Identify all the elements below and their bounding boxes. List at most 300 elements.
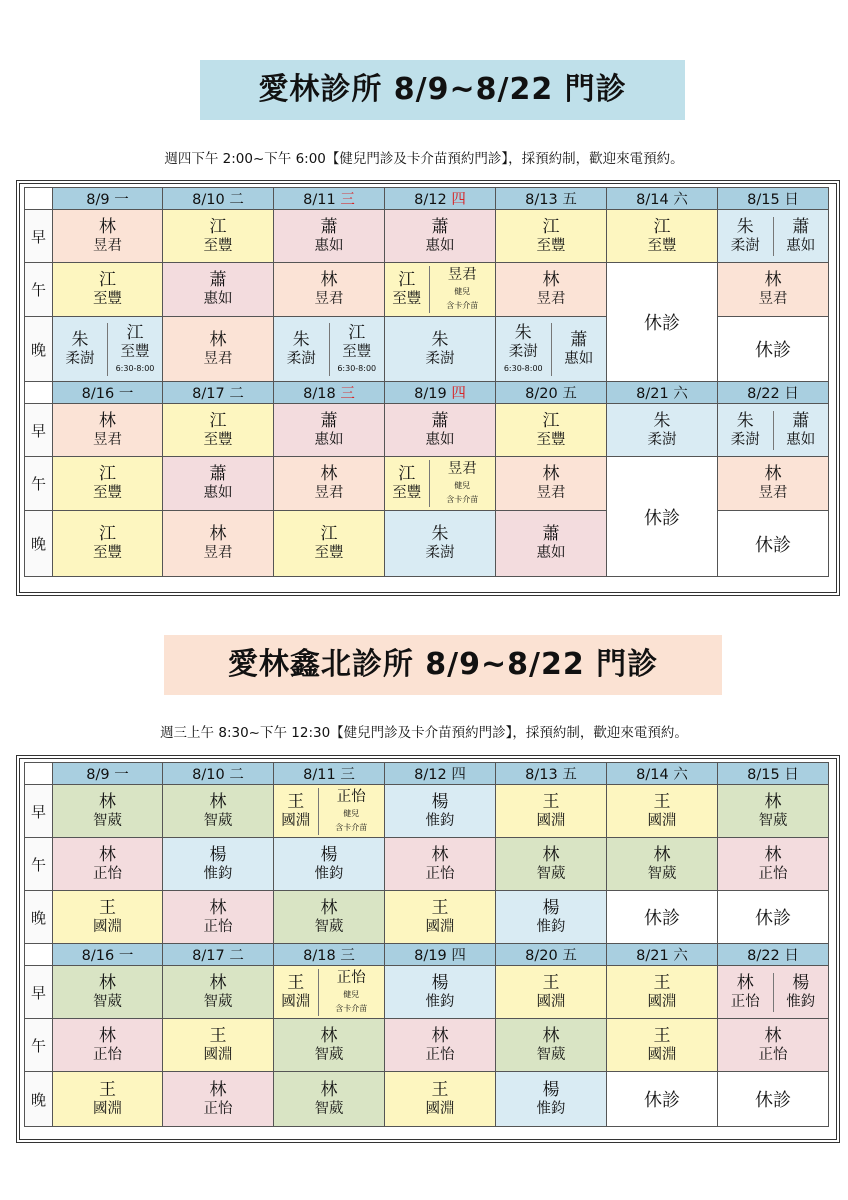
doctor-surname: 江 <box>209 410 227 431</box>
doctor-name: 正怡 <box>730 993 760 1010</box>
period-row <box>25 263 829 317</box>
schedule-cell <box>607 785 718 838</box>
schedule-cell <box>53 891 163 944</box>
date-header: 8/16 一 <box>53 382 163 404</box>
doctor-surname: 王 <box>542 972 560 993</box>
bcg-label: 含卡介苗 <box>446 495 479 504</box>
doctor-surname: 蕭 <box>542 524 560 544</box>
schedule-cell <box>163 966 274 1019</box>
doctor-name: 昱君 <box>203 545 233 561</box>
baby-clinic-label: 健兒 <box>343 989 360 999</box>
schedule-cell <box>53 966 163 1019</box>
schedule-cell <box>163 838 274 891</box>
doctor-name: 柔澍 <box>425 350 455 367</box>
schedule-cell <box>607 966 718 1019</box>
doctor-name: 至豐 <box>314 545 344 561</box>
doctor-surname: 林 <box>764 1025 782 1046</box>
doctor-name: 柔澍 <box>286 350 316 367</box>
doctor-name: 惠如 <box>203 291 233 307</box>
schedule-cell <box>163 317 274 382</box>
doctor-name: 正怡 <box>93 1046 122 1063</box>
doctor-surname: 王 <box>653 791 671 812</box>
closed-label: 休診 <box>755 908 791 929</box>
doctor-surname: 楊 <box>542 897 560 918</box>
bcg-label: 含卡介苗 <box>335 1003 368 1013</box>
doctor-name: 正怡 <box>93 865 122 882</box>
date-header: 8/21 六 <box>607 382 718 404</box>
doctor-name: 惠如 <box>203 485 233 501</box>
schedule-cell <box>274 1072 385 1127</box>
schedule-cell <box>718 457 829 511</box>
doctor-surname: 楊 <box>320 844 338 865</box>
schedule-cell <box>53 1072 163 1127</box>
schedule-cell <box>274 785 385 838</box>
schedule-cell <box>607 404 718 457</box>
doctor-surname: 王 <box>287 791 305 812</box>
schedule-cell <box>496 457 607 511</box>
date-header: 8/13 五 <box>496 188 607 210</box>
doctor-surname: 楊 <box>431 972 449 993</box>
date-header: 8/10 二 <box>163 188 274 210</box>
doctor-name: 惠如 <box>564 350 594 367</box>
doctor-name: 至豐 <box>203 431 233 448</box>
date-header: 8/12 四 <box>385 763 496 785</box>
period-row <box>25 1019 829 1072</box>
baby-clinic-label: 健兒 <box>454 287 471 296</box>
schedule-cell <box>163 511 274 577</box>
doctor-name: 惠如 <box>786 431 816 448</box>
doctor-name: 正怡 <box>425 1046 455 1063</box>
clinic2-title: 愛林鑫北診所 8/9~8/22 門診 <box>164 635 722 695</box>
schedule-cell <box>607 263 718 382</box>
doctor-name: 惠如 <box>314 237 344 254</box>
doctor-surname: 林 <box>99 972 116 993</box>
doctor-name: 昱君 <box>536 485 566 501</box>
schedule-cell <box>274 210 385 263</box>
period-row <box>25 404 829 457</box>
schedule-cell <box>718 404 829 457</box>
doctor-name: 智葳 <box>536 865 566 882</box>
doctor-name: 國淵 <box>281 812 311 829</box>
doctor-name: 昱君 <box>314 291 344 307</box>
doctor-name: 惠如 <box>425 431 455 448</box>
doctor-surname: 林 <box>764 844 782 865</box>
doctor-surname: 林 <box>209 329 227 350</box>
doctor-name: 國淵 <box>93 1100 122 1117</box>
clinic1-note: 週四下午 2:00~下午 6:00【健兒門診及卡介苗預約門診】，採預約制，歡迎來電預約。 <box>164 151 684 167</box>
date-header: 8/21 六 <box>607 944 718 966</box>
doctor-surname: 蕭 <box>209 270 227 290</box>
doctor-name: 國淵 <box>536 812 566 829</box>
doctor-name: 智葳 <box>758 812 788 829</box>
schedule-cell <box>274 511 385 577</box>
doctor-surname: 蕭 <box>320 216 338 237</box>
doctor-name: 國淵 <box>647 993 677 1010</box>
doctor-name: 柔澍 <box>65 350 95 367</box>
doctor-surname: 蕭 <box>431 410 449 431</box>
doctor-surname: 林 <box>764 791 782 812</box>
doctor-surname: 林 <box>209 972 227 993</box>
doctor-name: 國淵 <box>425 1100 455 1117</box>
doctor-surname: 王 <box>653 1025 671 1046</box>
schedule-cell <box>163 457 274 511</box>
schedule-cell <box>718 263 829 317</box>
schedule-cell <box>718 891 829 944</box>
doctor-name: 智葳 <box>647 865 677 882</box>
date-header: 8/20 五 <box>496 382 607 404</box>
doctor-surname: 朱 <box>71 329 89 350</box>
period-row <box>25 457 829 511</box>
doctor-name: 智葳 <box>93 812 122 829</box>
doctor-surname: 蕭 <box>431 216 449 237</box>
schedule-table <box>24 187 829 577</box>
date-header: 8/18 三 <box>274 944 385 966</box>
doctor-surname: 林 <box>320 270 338 290</box>
doctor-surname: 王 <box>542 791 560 812</box>
doctor-name: 昱君 <box>93 431 122 448</box>
period-row <box>25 1072 829 1127</box>
doctor-surname: 江 <box>99 524 116 544</box>
week-header-row <box>25 944 829 966</box>
doctor-surname: 江 <box>398 464 416 484</box>
closed-label: 休診 <box>755 1090 791 1111</box>
week-header-row <box>25 382 829 404</box>
bcg-label: 含卡介苗 <box>335 822 368 832</box>
schedule-cell <box>163 210 274 263</box>
period-row <box>25 785 829 838</box>
doctor-name: 正怡 <box>425 865 455 882</box>
schedule-cell <box>385 966 496 1019</box>
schedule-cell <box>53 404 163 457</box>
schedule-cell: 朱 柔澍 江 至豐 6:30-8:00 <box>274 317 385 382</box>
schedule-cell <box>163 891 274 944</box>
doctor-name: 柔澍 <box>647 431 677 448</box>
schedule-table <box>24 762 829 1127</box>
period-label: 午 <box>25 263 53 317</box>
doctor-surname: 蕭 <box>320 410 338 431</box>
period-label: 晚 <box>25 891 53 944</box>
schedule-cell <box>496 838 607 891</box>
period-row <box>25 891 829 944</box>
doctor-surname: 林 <box>653 844 671 865</box>
doctor-name: 國淵 <box>536 993 566 1010</box>
date-header: 8/17 二 <box>163 382 274 404</box>
doctor-name: 至豐 <box>647 237 677 254</box>
schedule-cell <box>718 966 829 1019</box>
date-header: 8/19 四 <box>385 382 496 404</box>
schedule-cell <box>274 1019 385 1072</box>
evening-time: 6:30-8:00 <box>337 363 377 373</box>
schedule-cell <box>53 785 163 838</box>
clinic1-title: 愛林診所 8/9~8/22 門診 <box>200 60 685 120</box>
doctor-name: 柔澍 <box>730 237 760 254</box>
week-header-row <box>25 188 829 210</box>
period-label: 早 <box>25 785 53 838</box>
schedule-cell <box>53 511 163 577</box>
doctor-surname: 楊 <box>792 972 810 993</box>
doctor-name: 國淵 <box>647 812 677 829</box>
doctor-surname: 王 <box>431 1079 449 1100</box>
doctor-name: 惠如 <box>314 431 344 448</box>
evening-time: 6:30-8:00 <box>115 363 155 373</box>
period-label: 午 <box>25 838 53 891</box>
doctor-name: 至豐 <box>536 237 566 254</box>
doctor-name: 昱君 <box>203 350 233 367</box>
doctor-name: 惠如 <box>786 237 816 254</box>
doctor-surname: 江 <box>99 270 116 290</box>
baby-clinic-label: 健兒 <box>454 481 471 490</box>
date-header: 8/18 三 <box>274 382 385 404</box>
clinic1-schedule <box>16 180 840 596</box>
doctor-name: 惟鈞 <box>786 993 816 1010</box>
baby-clinic-label: 健兒 <box>343 808 360 818</box>
schedule-cell <box>385 785 496 838</box>
doctor-name: 惟鈞 <box>314 865 344 882</box>
doctor-name: 智葳 <box>203 812 233 829</box>
schedule-cell <box>274 966 385 1019</box>
schedule-cell <box>496 1072 607 1127</box>
schedule-cell <box>607 210 718 263</box>
schedule-cell <box>53 838 163 891</box>
date-header: 8/16 一 <box>53 944 163 966</box>
doctor-name: 昱君 <box>93 237 122 254</box>
baby-clinic-doctor: 昱君 <box>447 267 477 283</box>
date-header: 8/15 日 <box>718 763 829 785</box>
schedule-cell <box>607 1019 718 1072</box>
doctor-name: 至豐 <box>93 545 122 561</box>
doctor-surname: 朱 <box>431 329 449 350</box>
doctor-surname: 林 <box>209 897 227 918</box>
doctor-surname: 林 <box>209 524 227 544</box>
doctor-name: 惟鈞 <box>536 1100 566 1117</box>
schedule-cell <box>274 457 385 511</box>
date-header: 8/13 五 <box>496 763 607 785</box>
doctor-name: 智葳 <box>536 1046 566 1063</box>
doctor-surname: 江 <box>99 464 116 484</box>
bcg-label: 含卡介苗 <box>446 301 479 310</box>
date-header: 8/15 日 <box>718 188 829 210</box>
doctor-surname: 林 <box>320 1025 338 1046</box>
doctor-surname: 林 <box>736 972 754 993</box>
schedule-cell <box>274 891 385 944</box>
doctor-name: 正怡 <box>203 918 233 935</box>
doctor-surname: 林 <box>320 464 338 484</box>
doctor-surname: 江 <box>209 216 227 237</box>
doctor-surname: 林 <box>99 216 116 237</box>
doctor-surname: 王 <box>653 972 671 993</box>
doctor-surname: 朱 <box>653 410 671 431</box>
doctor-name: 昱君 <box>536 291 566 307</box>
schedule-cell <box>385 404 496 457</box>
closed-label: 休診 <box>644 507 680 529</box>
doctor-name: 正怡 <box>758 865 788 882</box>
doctor-name: 國淵 <box>281 993 311 1010</box>
doctor-surname: 林 <box>542 844 560 865</box>
clinic2-note: 週三上午 8:30~下午 12:30【健兒門診及卡介苗預約門診】，採預約制，歡迎來電預約。 <box>160 725 688 741</box>
schedule-cell <box>718 210 829 263</box>
doctor-surname: 林 <box>542 1025 560 1046</box>
schedule-cell <box>385 317 496 382</box>
date-header: 8/9 一 <box>53 188 163 210</box>
schedule-cell <box>607 891 718 944</box>
doctor-surname: 林 <box>99 410 116 431</box>
doctor-name: 正怡 <box>203 1100 233 1117</box>
doctor-surname: 林 <box>209 1079 227 1100</box>
doctor-name: 智葳 <box>203 993 233 1010</box>
week-header-row <box>25 763 829 785</box>
doctor-surname: 江 <box>398 270 416 290</box>
clinic2-schedule <box>16 755 840 1143</box>
doctor-name: 惠如 <box>536 545 566 561</box>
doctor-name: 國淵 <box>425 918 455 935</box>
doctor-surname: 朱 <box>292 329 310 350</box>
period-label: 早 <box>25 210 53 263</box>
date-header: 8/19 四 <box>385 944 496 966</box>
doctor-surname: 林 <box>99 791 116 812</box>
closed-label: 休診 <box>755 340 791 361</box>
schedule-cell <box>385 838 496 891</box>
doctor-surname: 蕭 <box>792 216 810 237</box>
doctor-surname: 林 <box>99 844 116 865</box>
date-header: 8/17 二 <box>163 944 274 966</box>
schedule-cell <box>274 404 385 457</box>
schedule-cell <box>718 1072 829 1127</box>
doctor-surname: 楊 <box>431 791 449 812</box>
doctor-surname: 蕭 <box>209 464 227 484</box>
schedule-cell <box>496 404 607 457</box>
period-label: 晚 <box>25 1072 53 1127</box>
baby-clinic-doctor: 正怡 <box>336 788 366 805</box>
period-label: 早 <box>25 404 53 457</box>
doctor-name: 國淵 <box>203 1046 233 1063</box>
doctor-surname: 江 <box>542 216 560 237</box>
doctor-name: 智葳 <box>93 993 122 1010</box>
period-label: 午 <box>25 1019 53 1072</box>
doctor-surname: 蕭 <box>792 410 810 431</box>
schedule-cell <box>163 1072 274 1127</box>
baby-clinic-doctor: 正怡 <box>336 969 366 986</box>
period-label: 晚 <box>25 511 53 577</box>
schedule-cell <box>274 838 385 891</box>
schedule-cell <box>496 966 607 1019</box>
schedule-cell <box>53 263 163 317</box>
doctor-surname: 朱 <box>736 216 754 237</box>
doctor-name: 智葳 <box>314 918 344 935</box>
doctor-name: 昱君 <box>758 291 788 307</box>
doctor-name: 惟鈞 <box>425 812 455 829</box>
doctor-surname: 江 <box>542 410 560 431</box>
schedule-cell <box>385 457 496 511</box>
doctor-surname: 江 <box>653 216 671 237</box>
doctor-surname: 林 <box>209 791 227 812</box>
doctor-name: 惟鈞 <box>425 993 455 1010</box>
schedule-cell <box>496 263 607 317</box>
date-header: 8/11 三 <box>274 763 385 785</box>
doctor-name: 至豐 <box>392 291 422 307</box>
date-header: 8/11 三 <box>274 188 385 210</box>
schedule-cell <box>385 891 496 944</box>
date-header: 8/22 日 <box>718 944 829 966</box>
doctor-surname: 林 <box>431 844 449 865</box>
doctor-name: 惠如 <box>425 237 455 254</box>
schedule-cell <box>53 210 163 263</box>
doctor-surname: 楊 <box>209 844 227 865</box>
doctor-surname: 林 <box>99 1025 116 1046</box>
schedule-cell <box>718 317 829 382</box>
period-row <box>25 210 829 263</box>
schedule-cell <box>607 838 718 891</box>
doctor-name: 惟鈞 <box>203 865 233 882</box>
schedule-cell <box>496 511 607 577</box>
doctor-surname: 林 <box>431 1025 449 1046</box>
schedule-cell <box>718 1019 829 1072</box>
schedule-cell <box>496 1019 607 1072</box>
doctor-surname: 林 <box>320 1079 338 1100</box>
date-header: 8/12 四 <box>385 188 496 210</box>
period-label: 晚 <box>25 317 53 382</box>
schedule-cell: 朱 柔澍 6:30-8:00 蕭 惠如 <box>496 317 607 382</box>
doctor-surname: 蕭 <box>570 329 588 350</box>
doctor-name: 正怡 <box>758 1046 788 1063</box>
doctor-surname: 王 <box>99 897 116 918</box>
doctor-surname: 朱 <box>431 524 449 544</box>
doctor-surname: 王 <box>287 972 305 993</box>
doctor-name: 柔澍 <box>425 545 455 561</box>
schedule-cell <box>163 263 274 317</box>
baby-clinic-doctor: 昱君 <box>447 461 477 477</box>
schedule-cell <box>385 1072 496 1127</box>
schedule-cell <box>163 404 274 457</box>
doctor-surname: 林 <box>764 270 782 290</box>
doctor-name: 國淵 <box>647 1046 677 1063</box>
schedule-cell <box>53 457 163 511</box>
doctor-name: 昱君 <box>758 485 788 501</box>
schedule-cell <box>385 511 496 577</box>
schedule-cell <box>53 1019 163 1072</box>
doctor-name: 智葳 <box>314 1046 344 1063</box>
doctor-surname: 王 <box>209 1025 227 1046</box>
doctor-name: 國淵 <box>93 918 122 935</box>
doctor-name: 柔澍 <box>730 431 760 448</box>
doctor-name: 至豐 <box>392 485 422 501</box>
doctor-surname: 江 <box>320 524 338 544</box>
doctor-name: 昱君 <box>314 485 344 501</box>
schedule-cell <box>163 1019 274 1072</box>
schedule-cell <box>385 210 496 263</box>
doctor-name: 至豐 <box>93 485 122 501</box>
period-label: 早 <box>25 966 53 1019</box>
date-header: 8/14 六 <box>607 188 718 210</box>
doctor-surname: 王 <box>431 897 449 918</box>
doctor-surname: 王 <box>99 1079 116 1100</box>
schedule-cell <box>496 891 607 944</box>
doctor-name: 至豐 <box>93 291 122 307</box>
schedule-cell <box>163 785 274 838</box>
date-header: 8/9 一 <box>53 763 163 785</box>
doctor-surname: 楊 <box>542 1079 560 1100</box>
doctor-surname: 林 <box>542 270 560 290</box>
schedule-cell <box>718 511 829 577</box>
closed-label: 休診 <box>644 313 680 334</box>
schedule-cell <box>607 457 718 577</box>
evening-time: 6:30-8:00 <box>503 363 543 373</box>
date-header: 8/10 二 <box>163 763 274 785</box>
schedule-cell <box>385 1019 496 1072</box>
date-header: 8/22 日 <box>718 382 829 404</box>
schedule-cell: 朱 柔澍 江 至豐 6:30-8:00 <box>53 317 163 382</box>
period-row <box>25 966 829 1019</box>
date-header: 8/14 六 <box>607 763 718 785</box>
